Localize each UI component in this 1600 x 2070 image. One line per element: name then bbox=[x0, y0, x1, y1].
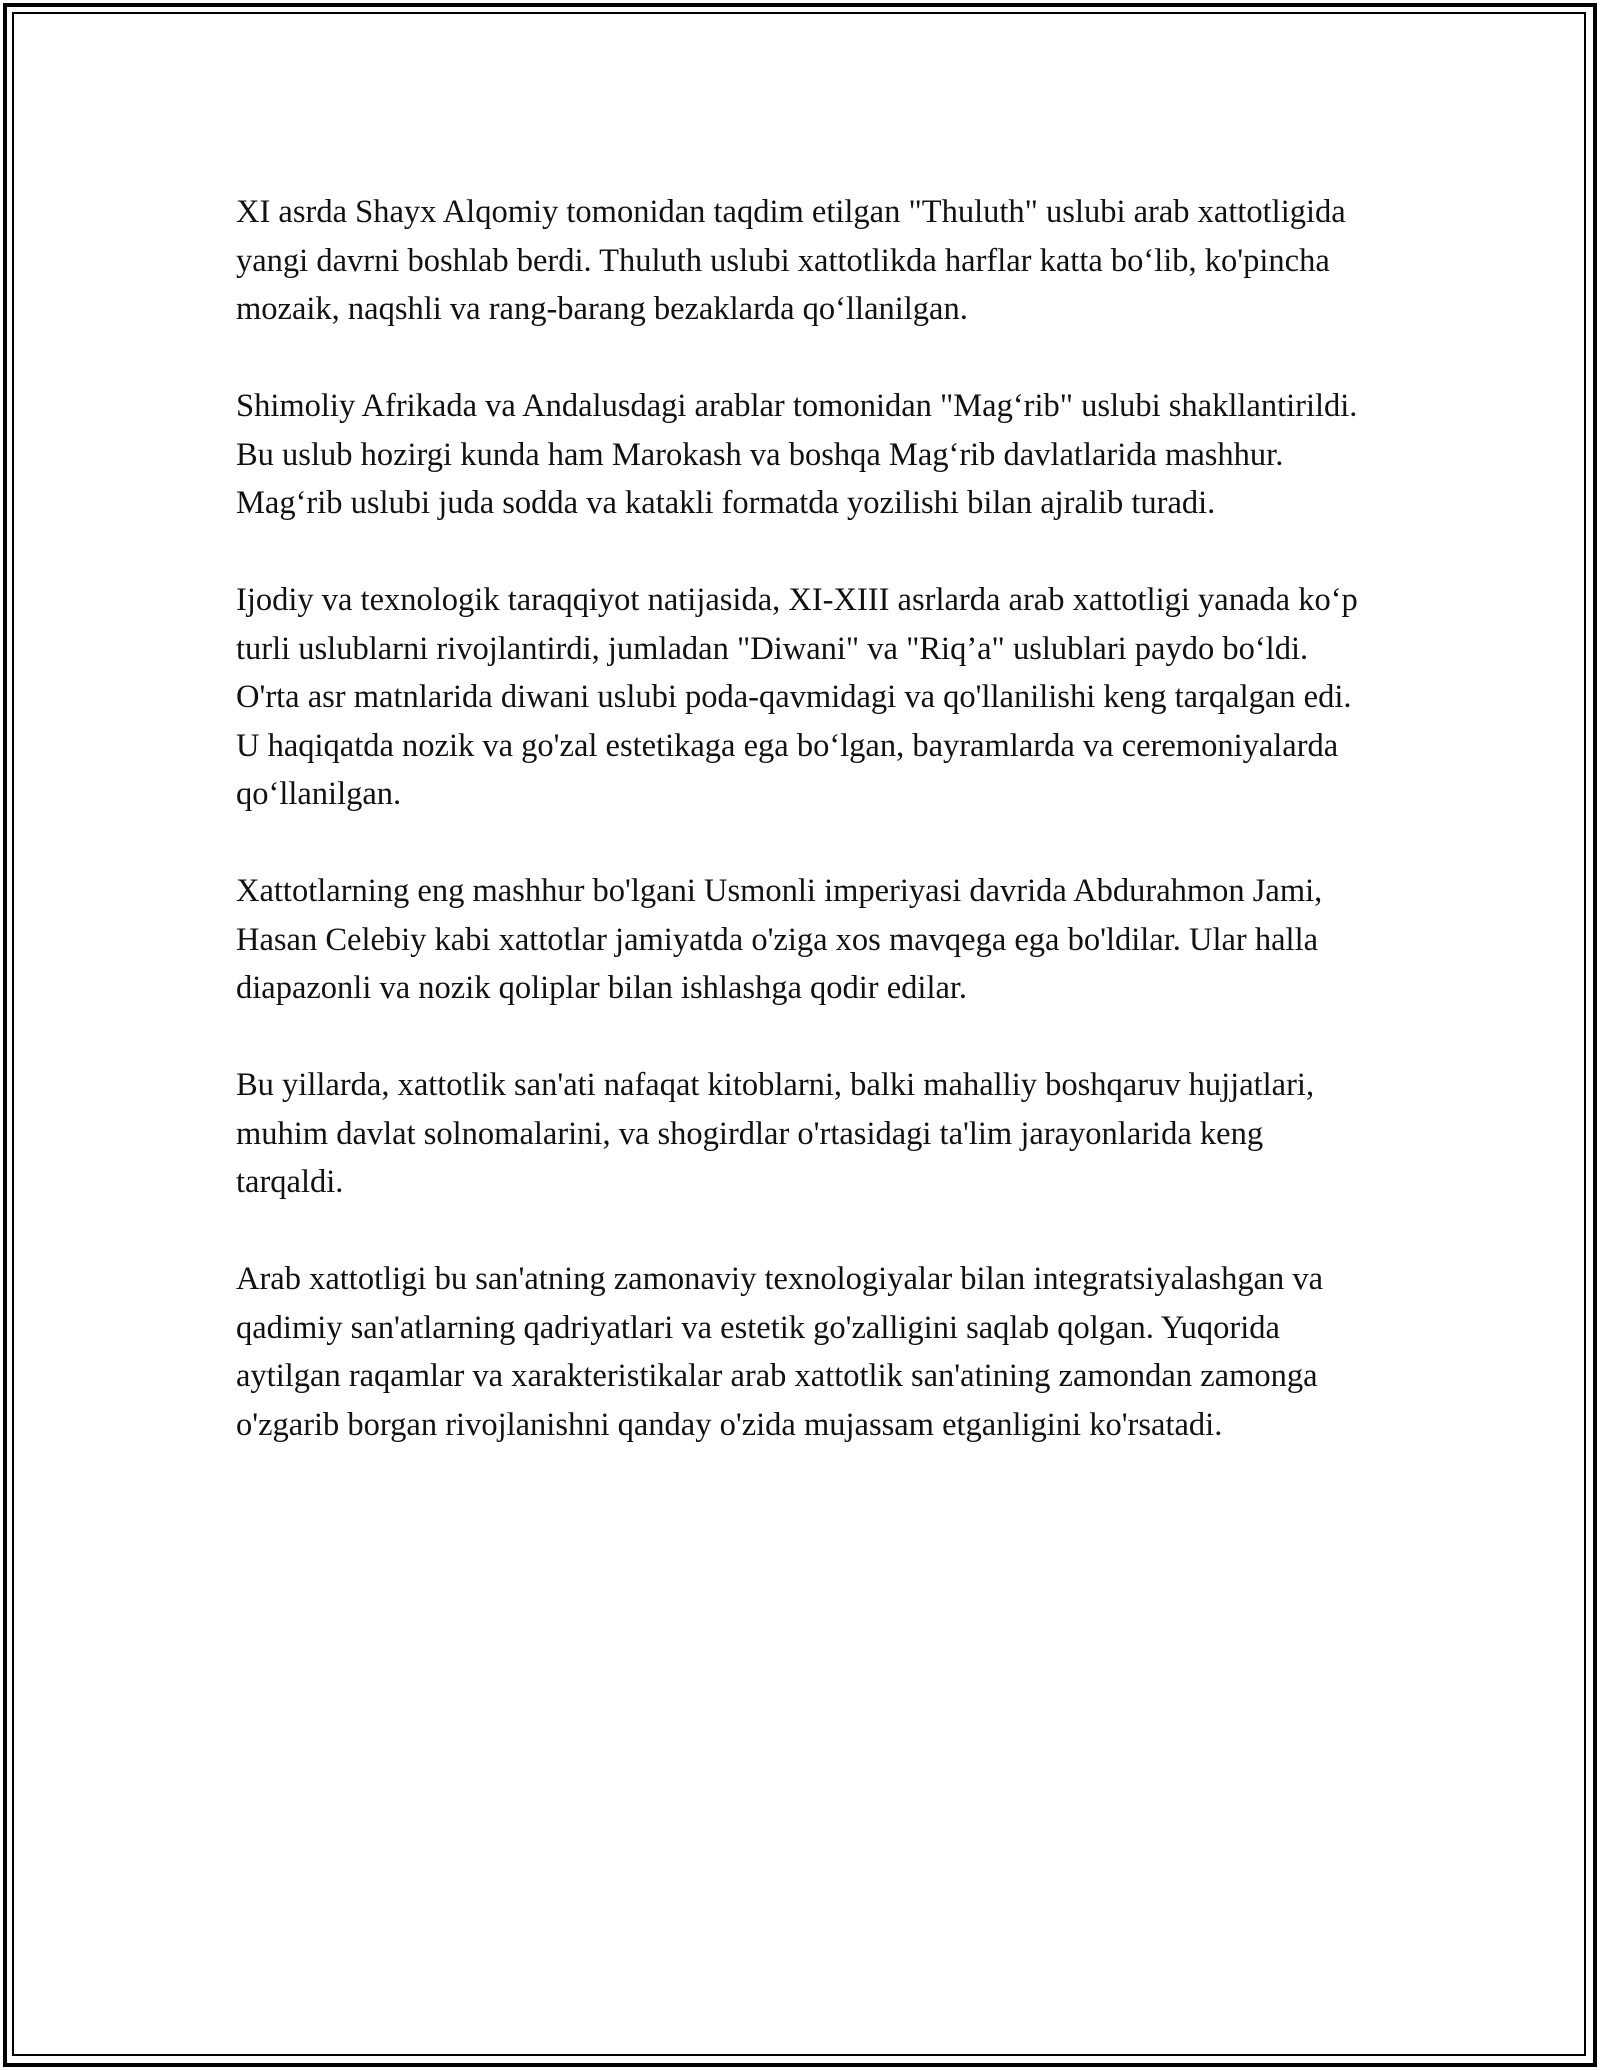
paragraph-spread: Bu yillarda, xattotlik san'ati nafaqat kitoblarni, balki mahalliy boshqaruv hujjatlari, muhim davlat solnomalarini, va shogirdlar o'rtasidagi ta'lim jarayonlarida keng tarqaldi. bbox=[236, 1067, 1315, 1200]
paragraph-maghrib: Shimoliy Afrikada va Andalusdagi arablar tomonidan "Mag‘rib" uslubi shakllantirildi. Bu uslub hozirgi kunda ham Marokash va boshqa Mag‘rib davlatlarida mashhur. Mag‘rib uslubi juda sodda va katakli formatda yozilishi bilan ajralib turadi. bbox=[236, 388, 1358, 521]
paragraph-thuluth: XI asrda Shayx Alqomiy tomonidan taqdim etilgan "Thuluth" uslubi arab xattotligida yangi davrni boshlab berdi. Thuluth uslubi xattotlikda harflar katta bo‘lib, ko'pincha mozaik, naqshli va rang-barang bezaklarda qo‘llanilgan. bbox=[236, 194, 1346, 327]
document-body bbox=[236, 188, 1376, 1498]
paragraph-diwani-riqa: Ijodiy va texnologik taraqqiyot natijasida, XI-XIII asrlarda arab xattotligi yanada ko‘p turli uslublarni rivojlantirdi, jumladan "Diwani" va "Riq’a" uslublari paydo bo‘ldi. O'rta asr matnlarida diwani uslubi poda-qavmidagi va qo'llanilishi keng tarqalgan edi. U haqiqatda nozik va go'zal estetikaga ega bo‘lgan, bayramlarda va ceremoniyalarda qo‘llanilgan. bbox=[236, 582, 1358, 812]
paragraph-ottoman-calligraphers: Xattotlarning eng mashhur bo'lgani Usmonli imperiyasi davrida Abdurahmon Jami, Hasan Celebiy kabi xattotlar jamiyatda o'ziga xos mavqega ega bo'ldilar. Ular halla diapazonli va nozik qoliplar bilan ishlashga qodir edilar. bbox=[236, 873, 1323, 1006]
paragraph-conclusion: Arab xattotligi bu san'atning zamonaviy texnologiyalar bilan integratsiyalashgan va qadimiy san'atlarning qadriyatlari va estetik go'zalligini saqlab qolgan. Yuqorida aytilgan raqamlar va xarakteristikalar arab xattotlik san'atining zamondan zamonga o'zgarib borgan rivojlanishni qanday o'zida mujassam etganligini ko'rsatadi. bbox=[236, 1261, 1324, 1443]
